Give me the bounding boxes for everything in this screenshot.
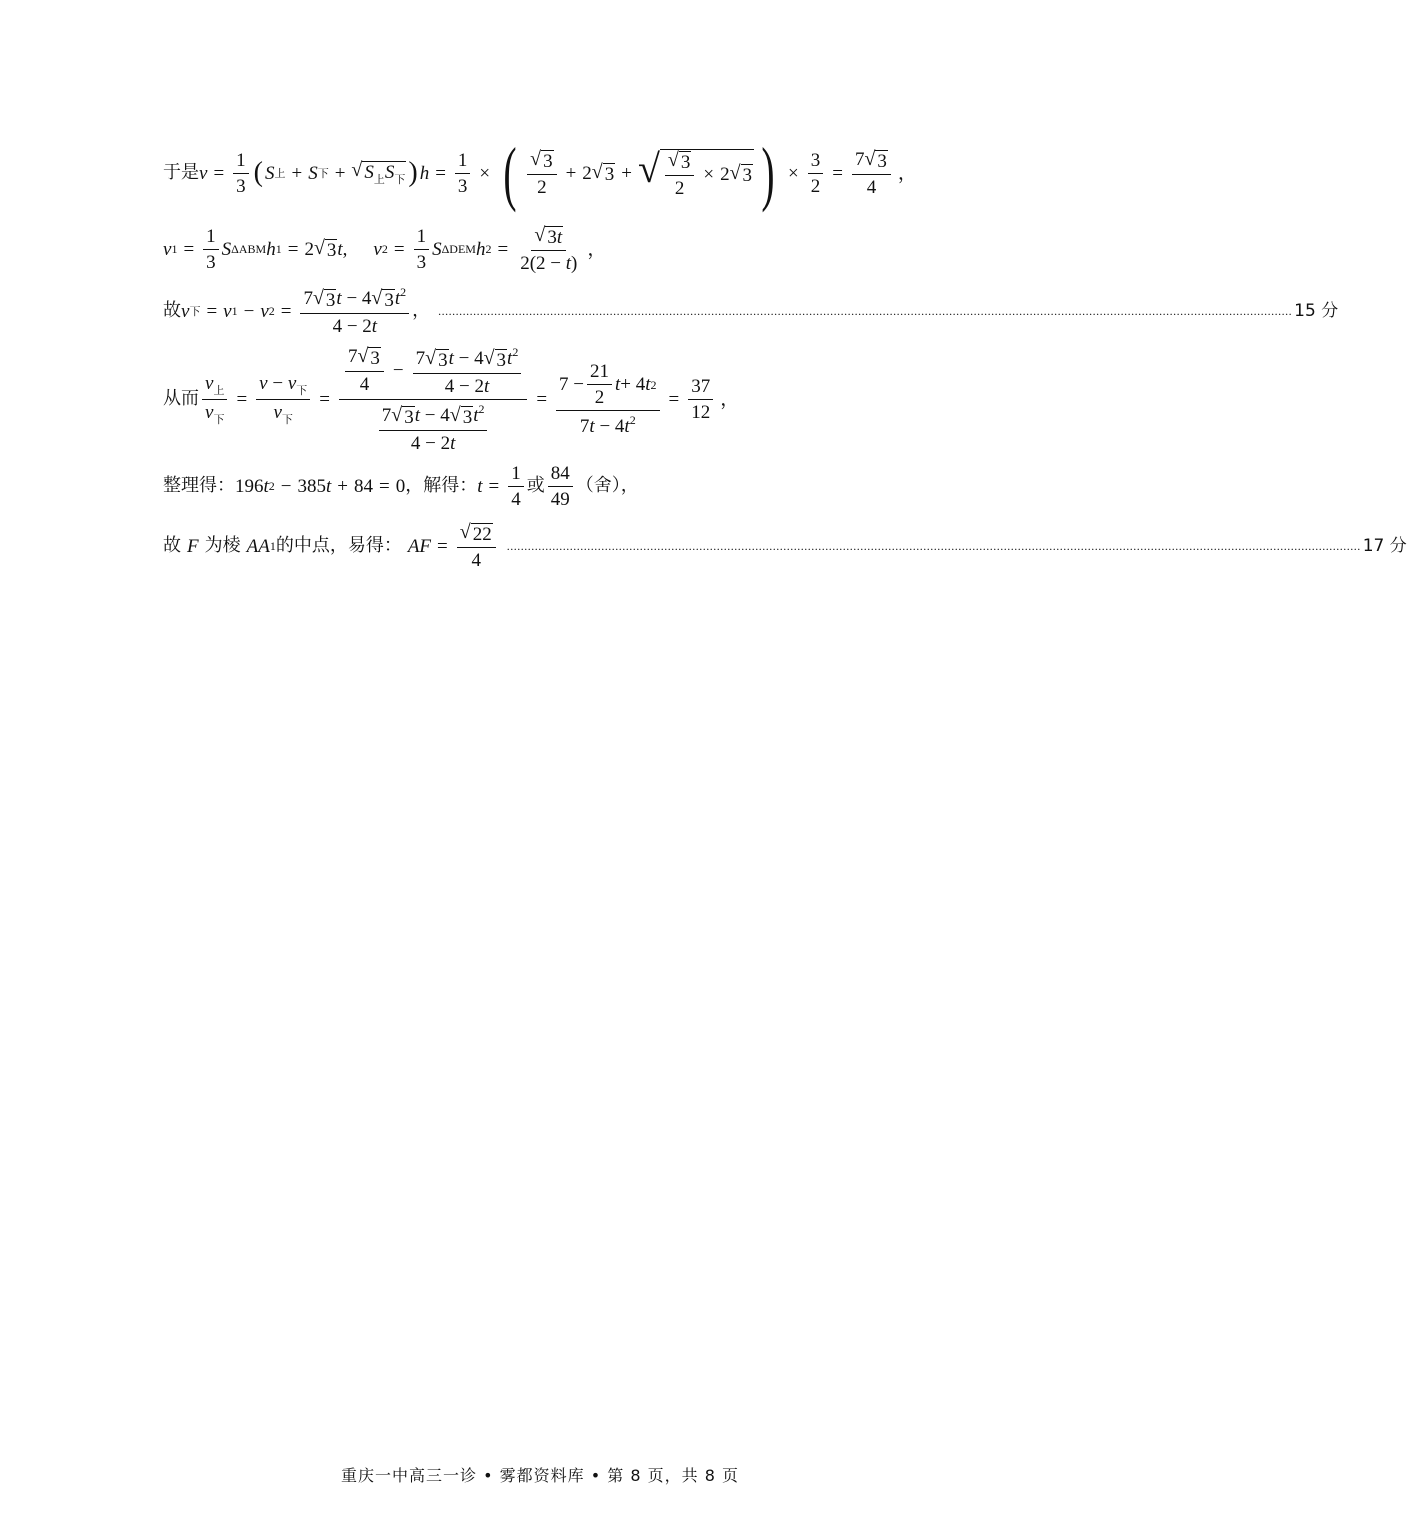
lead-text: 于是	[163, 162, 199, 183]
lower-volume-line: 故 v 下 = v 1 − v 2 = 7 √ 3 t − 4 √ 3 $t^2$ 4 − 2t ， .................................................................................................................................................................................................................................................... 15 分	[163, 285, 1339, 337]
page-footer: 重庆一中高三一诊 • 雾都资料库 • 第 8 页，共 8 页	[341, 1466, 739, 1485]
conclusion-line: 故 F 为棱 AA 1 的中点，易得： AF = √ 22 4 .................................................................................................................................................................................................................................................... 17 分	[163, 520, 1407, 571]
score-17: 17 分	[1362, 535, 1407, 556]
score-leader-dots: ....................................................................................................................................................................................................................................................	[438, 304, 1293, 318]
score-15: 15 分	[1294, 300, 1339, 321]
quadratic-line: 整理得： 196 t 2 − 385 t + 84 = 0 ，解得： t = $\frac{1}{4}$ 或 $\frac{84}{49}$ （舍），	[163, 462, 639, 510]
ratio-line: 从而 $\frac{v_上}{v_下}$ = $\frac{v - v_下}{v_下}$ = 7 √ 3 4 − 7 √ 3 t − 4 √ 3 $t^2$ 4 − 2t 7 √ 3 t − 4 √ 3 $t^2$ 4 − 2t = 7 − $\frac{21}{2}$ t + 4 t 2 $7t - 4t^2$ = $\frac{37}{12}$ ，	[163, 344, 740, 454]
volume-formula-line: 于是 v = $\frac{1}{3}$ ( S 上 + S 下 + √ $S_上S_下$ ) h = $\frac{1}{3}$ × ( √ 3 2 + 2 √ 3 + √ √ 3 2 × 2 √ 3 ) × $\frac{3}{2}$ = 7 √ 3 4 ，	[163, 132, 917, 213]
score-leader-dots: ....................................................................................................................................................................................................................................................	[506, 539, 1361, 553]
sub-volumes-line: v 1 = $\frac{1}{3}$ S ΔABM h 1 = 2 √ 3 t , v 2 = $\frac{1}{3}$ S ΔDEM h 2 = √ 3t 2(2 − t) ，	[163, 223, 607, 274]
